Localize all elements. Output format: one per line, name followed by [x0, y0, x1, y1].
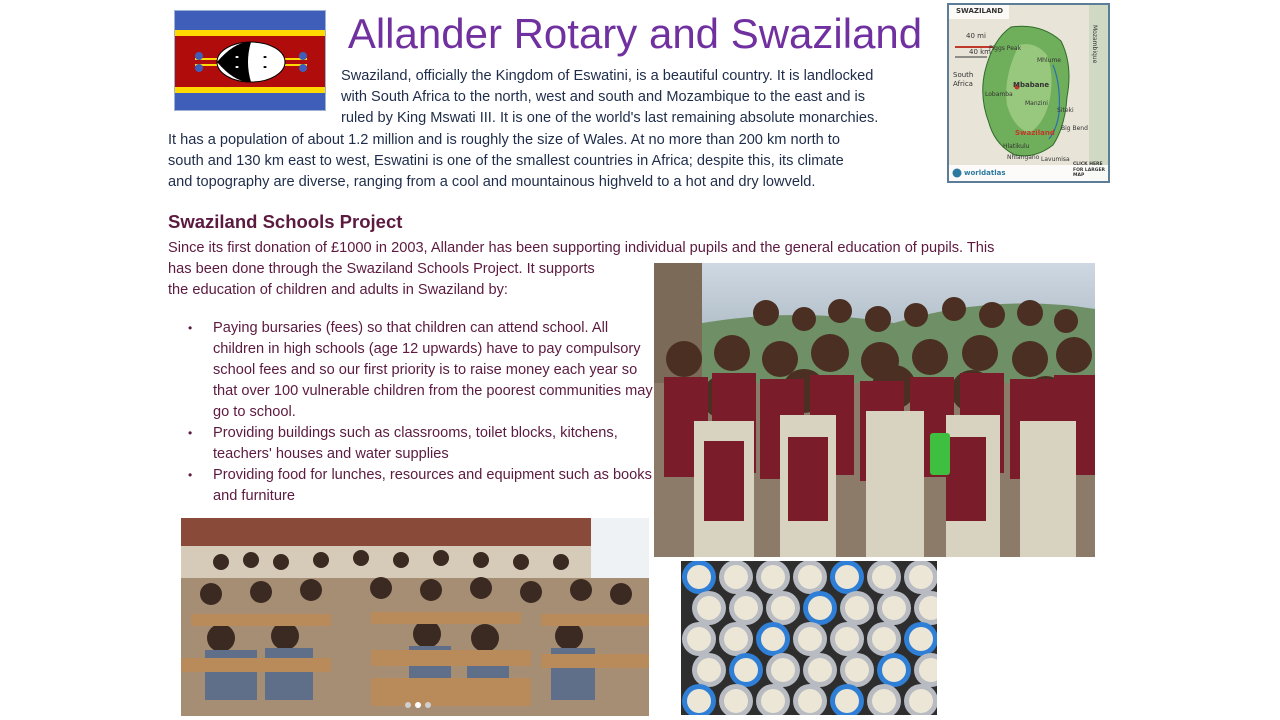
map-place-lavumisa: Lavumisa	[1041, 156, 1070, 163]
bowl-food	[808, 658, 832, 682]
map-place-mhlume: Mhlume	[1037, 57, 1061, 64]
bowl-food	[882, 658, 906, 682]
intro-line-4: It has a population of about 1.2 million and is roughly the size of Wales. At no more than 200 km north to	[168, 132, 840, 148]
map-place-lobamba: Lobamba	[985, 91, 1013, 98]
flag-graphic	[175, 11, 326, 111]
map-place-mbabane: Mbabane	[1013, 81, 1050, 89]
bowl-food	[724, 565, 748, 589]
bowl-food	[697, 658, 721, 682]
swaziland-map[interactable]	[947, 3, 1110, 183]
bowl-food	[872, 627, 896, 651]
map-place-big-bend: Big Bend	[1061, 125, 1088, 132]
bowl-food	[872, 689, 896, 713]
children-photo-graphic	[654, 263, 1095, 557]
bowl-food	[687, 627, 711, 651]
map-place-piggs-peak: Piggs Peak	[989, 45, 1022, 52]
bowl-food	[697, 596, 721, 620]
map-scale-mi: 40 mi	[966, 32, 986, 40]
carousel-dot-3[interactable]	[425, 702, 431, 708]
bowl-food	[798, 689, 822, 713]
bowl-food	[771, 658, 795, 682]
support-list	[168, 318, 658, 507]
bowl-food	[734, 658, 758, 682]
bowl-food	[798, 627, 822, 651]
classroom-photo	[181, 518, 649, 716]
map-region-mozambique: Mozambique	[1091, 25, 1098, 64]
map-larger-map-link[interactable]: CLICK HERE FOR LARGER MAP	[1073, 162, 1105, 178]
section-para-line-1: Since its first donation of £1000 in 2003, Allander has been supporting individual pupils and the general education of pupils. This	[168, 240, 995, 256]
bowl-food	[909, 565, 933, 589]
intro-line-1: Swaziland, officially the Kingdom of Eswatini, is a beautiful country. It is landlocked	[341, 68, 874, 84]
swaziland-flag	[174, 10, 326, 111]
bowl-food	[808, 596, 832, 620]
map-brand: worldatlas	[964, 169, 1006, 177]
bowl-food	[687, 689, 711, 713]
food-bowls-photo	[681, 561, 937, 715]
map-country-label: Swaziland	[1015, 129, 1055, 137]
list-item-text: Paying bursaries (fees) so that children can attend school. All children in high schools (age 12 upwards) have to pay compulsory school fees and so our first priority is to raise money each year so that over 100 vulnerable children from the poorest communities may go to school.	[213, 320, 653, 420]
bowl-food	[882, 596, 906, 620]
bowl-food	[734, 596, 758, 620]
carousel-dot-2[interactable]	[415, 702, 421, 708]
bowl-food	[845, 658, 869, 682]
carousel-dot-1[interactable]	[405, 702, 411, 708]
bowl-food	[909, 689, 933, 713]
bullet-glyph: •	[188, 468, 193, 482]
map-heading: SWAZILAND	[956, 7, 1004, 15]
bullet-glyph: •	[188, 321, 193, 335]
bowl-food	[872, 565, 896, 589]
bowl-food	[835, 627, 859, 651]
bullet-glyph: •	[188, 426, 193, 440]
bowl-food	[798, 565, 822, 589]
list-item-text: Providing food for lunches, resources and equipment such as books and furniture	[213, 467, 652, 504]
bowl-food	[761, 689, 785, 713]
intro-line-5: south and 130 km east to west, Eswatini is one of the smallest countries in Africa; despite this, its climate	[168, 153, 844, 169]
bowl-food	[845, 596, 869, 620]
intro-line-2: with South Africa to the north, west and south and Mozambique to the east and is	[341, 89, 866, 105]
list-item	[168, 318, 658, 423]
children-photo	[654, 263, 1095, 557]
section-para-line-2: has been done through the Swaziland Schools Project. It supports	[168, 261, 595, 277]
intro-line-6: and topography are diverse, ranging from a cool and mountainous highveld to a hot and dry lowveld.	[168, 174, 816, 190]
bowl-food	[835, 689, 859, 713]
map-place-hlatikulu: Hlatikulu	[1003, 143, 1030, 150]
bowl-food	[761, 627, 785, 651]
list-item	[168, 423, 658, 465]
intro-line-3: ruled by King Mswati III. It is one of the world's last remaining absolute monarchies.	[341, 110, 879, 126]
bowl-food	[835, 565, 859, 589]
bowl-food	[771, 596, 795, 620]
list-item-text: Providing buildings such as classrooms, toilet blocks, kitchens, teachers' houses and water supplies	[213, 425, 618, 462]
map-place-nhlangano: Nhlangano	[1007, 154, 1040, 161]
bowl-food	[724, 689, 748, 713]
carousel-dots[interactable]	[405, 702, 435, 710]
section-heading: Swaziland Schools Project	[168, 211, 403, 232]
classroom-photo-graphic	[181, 518, 649, 716]
page-title: Allander Rotary and Swaziland	[347, 10, 923, 57]
map-scale-km: 40 km	[969, 48, 992, 56]
bowl-food	[687, 565, 711, 589]
bowl-food	[909, 627, 933, 651]
map-place-siteki: Siteki	[1057, 107, 1074, 114]
bowl-food	[724, 627, 748, 651]
list-item	[168, 465, 658, 507]
food-bowls-graphic	[681, 561, 937, 715]
bowl-food	[761, 565, 785, 589]
map-region-south-africa: South Africa	[953, 71, 974, 88]
map-place-manzini: Manzini	[1025, 100, 1048, 107]
section-para-line-3: the education of children and adults in Swaziland by:	[168, 282, 508, 298]
